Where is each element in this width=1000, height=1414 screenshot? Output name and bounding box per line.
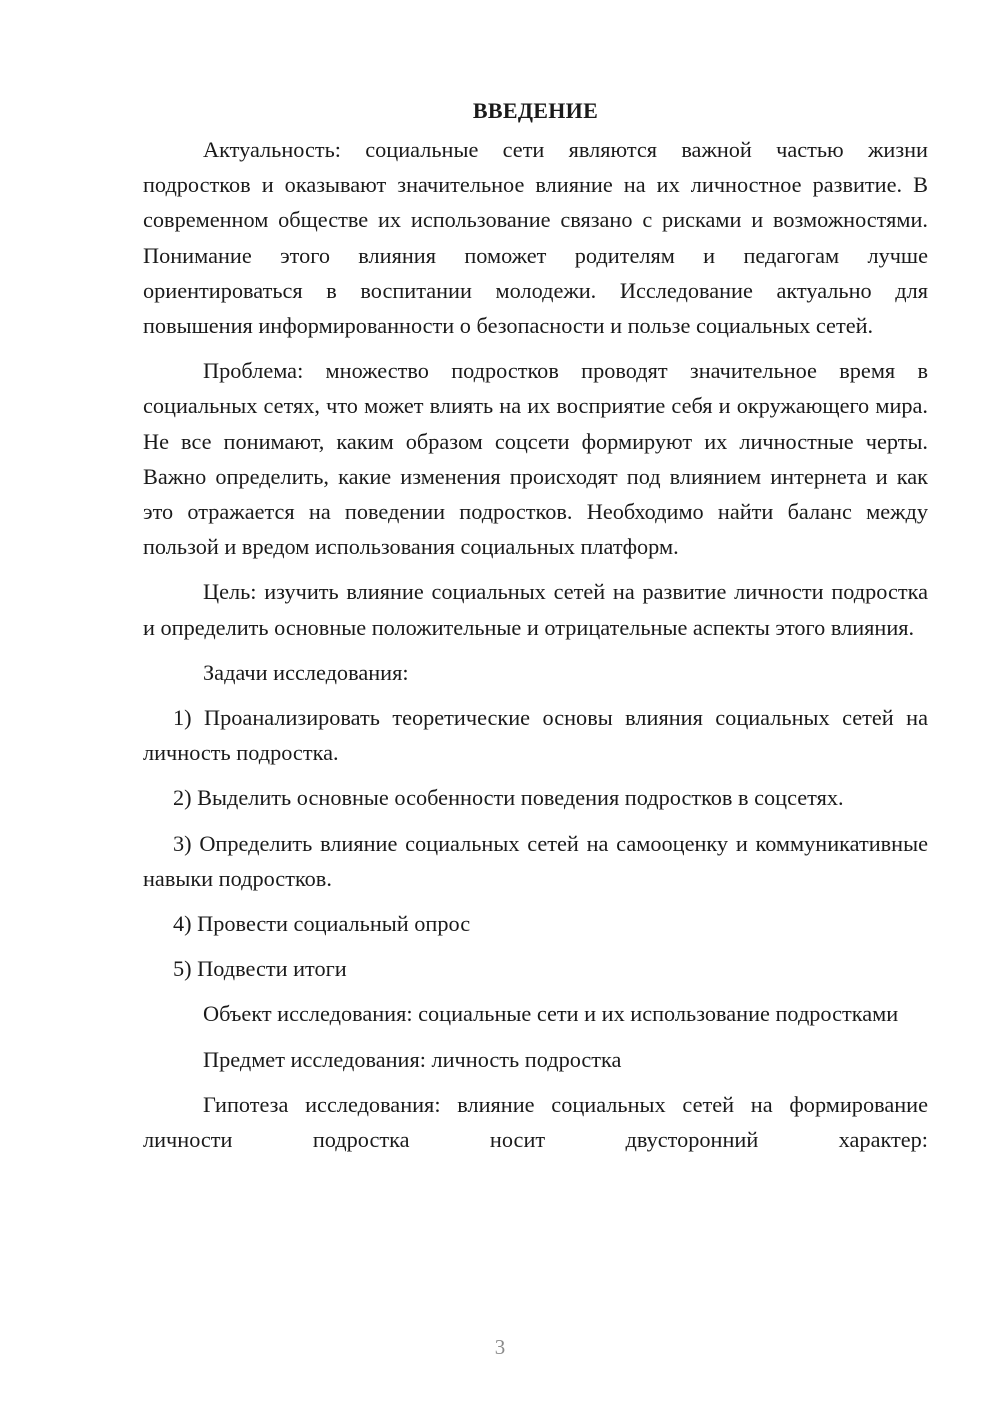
subject-paragraph: Предмет исследования: личность подростка	[203, 1046, 622, 1072]
tasks-heading: Задачи исследования:	[203, 659, 409, 685]
page-number: 3	[494, 1335, 506, 1359]
relevance-paragraph: Актуальность: социальные сети являются важной частью жизни подростков и оказывают значительное влияние на их личностное развитие. В современном обществе их использование связано с рисками и возможностями. Понимание этого влияния поможет родителям и педагогам лучше ориентироваться в воспитании молодежи. Исследование актуально для повышения информированности о безопасности и пользе социальных сетей.	[143, 137, 928, 339]
object-paragraph: Объект исследования: социальные сети и их использование подростками	[203, 1001, 899, 1027]
goal-paragraph: Цель: изучить влияние социальных сетей на развитие личности подростка и определить основные положительные и отрицательные аспекты этого влияния.	[143, 579, 928, 640]
hypothesis-paragraph: Гипотеза исследования: влияние социальных сетей на формирование личности подростка носит двусторонний характер:	[143, 1091, 928, 1153]
task-item-1: 1) Проанализировать теоретические основы влияния социальных сетей на личность подростка.	[143, 705, 928, 766]
task-item-5: 5) Подвести итоги	[173, 956, 347, 982]
task-item-4: 4) Провести социальный опрос	[173, 911, 471, 937]
problem-paragraph: Проблема: множество подростков проводят значительное время в социальных сетях, что может влиять на их восприятие себя и окружающего мира. Не все понимают, каким образом соцсети формируют их личностные черты. Важно определить, какие изменения происходят под влиянием интернета и как это отражается на поведении подростков. Необходимо найти баланс между пользой и вредом использования социальных платформ.	[143, 358, 928, 560]
task-item-2: 2) Выделить основные особенности поведения подростков в соцсетях.	[173, 785, 844, 811]
document-page	[143, 96, 928, 1157]
task-item-3: 3) Определить влияние социальных сетей на самооценку и коммуникативные навыки подростков.	[143, 830, 928, 891]
section-title: ВВЕДЕНИЕ	[472, 98, 599, 123]
